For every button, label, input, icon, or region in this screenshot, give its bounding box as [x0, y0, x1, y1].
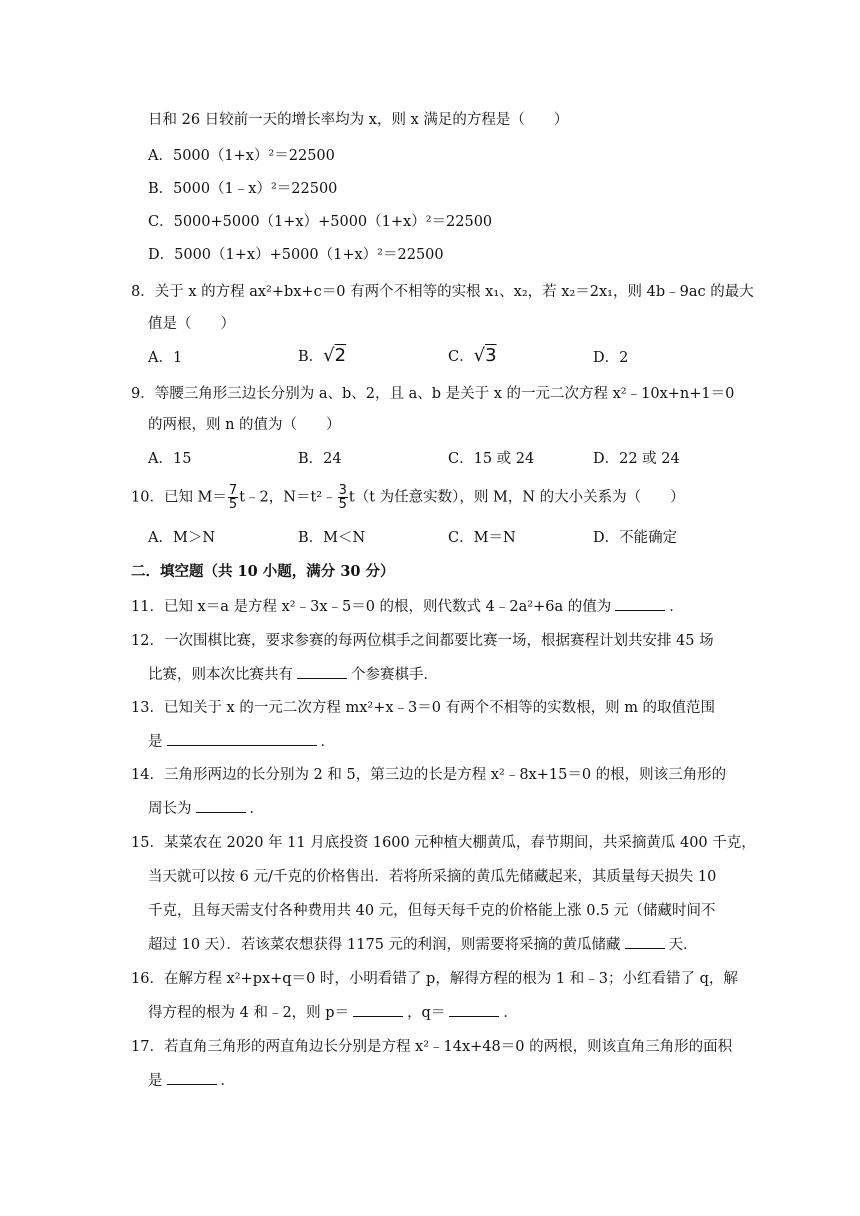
- q8-stem-line1: 8．关于 x 的方程 ax²+bx+c＝0 有两个不相等的实根 x₁、x₂，若 x₂＝2x₁，则 4b﹣9ac 的最大: [131, 284, 754, 300]
- q17-stem-line2: [148, 1070, 235, 1091]
- q7-stem-continuation: 日和 26 日较前一天的增长率均为 x，则 x 满足的方程是（ ）: [148, 112, 569, 128]
- q7-option-c: C．5000+5000（1+x）+5000（1+x）²＝22500: [148, 214, 493, 230]
- q7-option-d: D．5000（1+x）+5000（1+x）²＝22500: [148, 247, 444, 263]
- q15-stem-line4: [148, 934, 698, 955]
- q11-stem: [131, 596, 684, 617]
- q10-option-a: A．M＞N: [148, 530, 216, 546]
- section-heading-fill-in: 二．填空题（共 10 小题，满分 30 分）: [131, 563, 395, 580]
- q13-stem-line1: 13．已知关于 x 的一元二次方程 mx²+x﹣3＝0 有两个不相等的实数根，则 m 的取值范围: [131, 700, 716, 716]
- q11-stem-prefix: 11．已知 x＝a 是方程 x²﹣3x﹣5＝0 的根，则代数式 4﹣2a²+6a 的值为: [131, 599, 612, 615]
- q13-stem-prefix: 是: [148, 734, 163, 750]
- q9-option-a: A．15: [148, 451, 192, 467]
- q15-stem-line2: 当天就可以按 6 元/千克的价格售出．若将所采摘的黄瓜先储藏起来，其质量每天损失 10: [148, 869, 717, 885]
- q17-stem-suffix: ．: [220, 1073, 235, 1089]
- q8-option-c-radicand: 3: [485, 345, 497, 366]
- q12-stem-line2: [148, 664, 438, 685]
- q13-stem-suffix: ．: [320, 734, 335, 750]
- q8-option-c: [448, 346, 497, 367]
- q16-stem-line1: 16．在解方程 x²+px+q＝0 时，小明看错了 p，解得方程的根为 1 和﹣3；小红看错了 q，解: [131, 971, 738, 987]
- q16-p-answer-blank[interactable]: [353, 1002, 403, 1017]
- q15-stem-suffix: 天．: [668, 937, 698, 953]
- q12-stem-prefix: 比赛，则本次比赛共有: [148, 667, 293, 683]
- q10-option-d: D．不能确定: [593, 530, 678, 546]
- q10-stem-suffix: t（t 为任意实数），则 M，N 的大小关系为（ ）: [348, 489, 685, 506]
- fraction-denominator: 5: [228, 497, 238, 512]
- sqrt-symbol: √3: [473, 345, 497, 366]
- q7-option-a: A．5000（1+x）²＝22500: [148, 148, 335, 164]
- q9-stem-line1: 9．等腰三角形三边长分别为 a、b、2，且 a、b 是关于 x 的一元二次方程 x²﹣10x+n+1＝0: [131, 386, 735, 402]
- q9-option-c: C．15 或 24: [448, 451, 535, 467]
- q8-option-b: [298, 346, 346, 367]
- q15-stem-prefix: 超过 10 天）．若该菜农想获得 1175 元的利润，则需要将采摘的黄瓜储藏: [148, 937, 621, 953]
- fraction-3-over-5: [338, 484, 348, 511]
- q12-stem-line1: 12．一次围棋比赛，要求参赛的每两位棋手之间都要比赛一场，根据赛程计划共安排 45 场: [131, 633, 714, 649]
- q8-stem-line2: 值是（ ）: [148, 316, 235, 332]
- q14-stem-prefix: 周长为: [148, 801, 192, 817]
- q8-option-d: D．2: [593, 350, 629, 366]
- q8-option-c-label: C．: [448, 349, 474, 365]
- q16-q-answer-blank[interactable]: [449, 1002, 499, 1017]
- q17-answer-blank[interactable]: [167, 1070, 217, 1085]
- q13-answer-blank[interactable]: [167, 731, 317, 746]
- q16-stem-line2: [148, 1002, 518, 1023]
- q7-option-b: B．5000（1﹣x）²＝22500: [148, 181, 338, 197]
- fraction-numerator: 3: [338, 483, 347, 498]
- q17-stem-line1: 17．若直角三角形的两直角边长分别是方程 x²﹣14x+48＝0 的两根，则该直角三角形的面积: [131, 1039, 733, 1055]
- fraction-numerator: 7: [228, 483, 238, 498]
- q15-stem-line1: 15．某菜农在 2020 年 11 月底投资 1600 元种植大棚黄瓜，春节期间，共采摘黄瓜 400 千克，: [131, 835, 756, 851]
- q10-stem-middle: t﹣2，N＝t²﹣: [239, 489, 337, 506]
- q17-stem-prefix: 是: [148, 1073, 163, 1089]
- q12-stem-suffix: 个参赛棋手．: [351, 667, 438, 683]
- q14-stem-suffix: ．: [249, 801, 264, 817]
- sqrt-symbol: √2: [323, 345, 347, 366]
- q8-option-b-radicand: 2: [334, 345, 347, 366]
- q9-stem-line2: 的两根，则 n 的值为（ ）: [148, 417, 341, 433]
- q10-option-b: B．M＜N: [298, 530, 366, 546]
- q16-stem-middle: ，q＝: [407, 1005, 446, 1021]
- q16-stem-prefix: 得方程的根为 4 和﹣2，则 p＝: [148, 1005, 350, 1021]
- q10-stem-prefix: 10．已知 M＝: [131, 489, 227, 506]
- q10-stem: [131, 484, 685, 511]
- q15-stem-line3: 千克，且每天需支付各种费用共 40 元，但每天每千克的价格能上涨 0.5 元（储藏时间不: [148, 903, 716, 919]
- q16-stem-suffix: ．: [503, 1005, 518, 1021]
- q13-stem-line2: [148, 731, 335, 752]
- q14-stem-line1: 14．三角形两边的长分别为 2 和 5，第三边的长是方程 x²﹣8x+15＝0 的根，则该三角形的: [131, 767, 727, 783]
- q15-answer-blank[interactable]: [625, 934, 665, 949]
- q11-stem-suffix: ．: [669, 599, 684, 615]
- q14-stem-line2: [148, 798, 264, 819]
- q8-option-b-label: B．: [298, 349, 324, 365]
- q9-option-b: B．24: [298, 451, 342, 467]
- fraction-denominator: 5: [338, 497, 347, 512]
- q12-answer-blank[interactable]: [297, 664, 347, 679]
- q9-option-d: D．22 或 24: [593, 451, 680, 467]
- q10-option-c: C．M＝N: [448, 530, 516, 546]
- q8-option-a: A．1: [148, 350, 183, 366]
- fraction-7-over-5: [228, 484, 238, 511]
- q14-answer-blank[interactable]: [196, 798, 246, 813]
- q11-answer-blank[interactable]: [615, 596, 665, 611]
